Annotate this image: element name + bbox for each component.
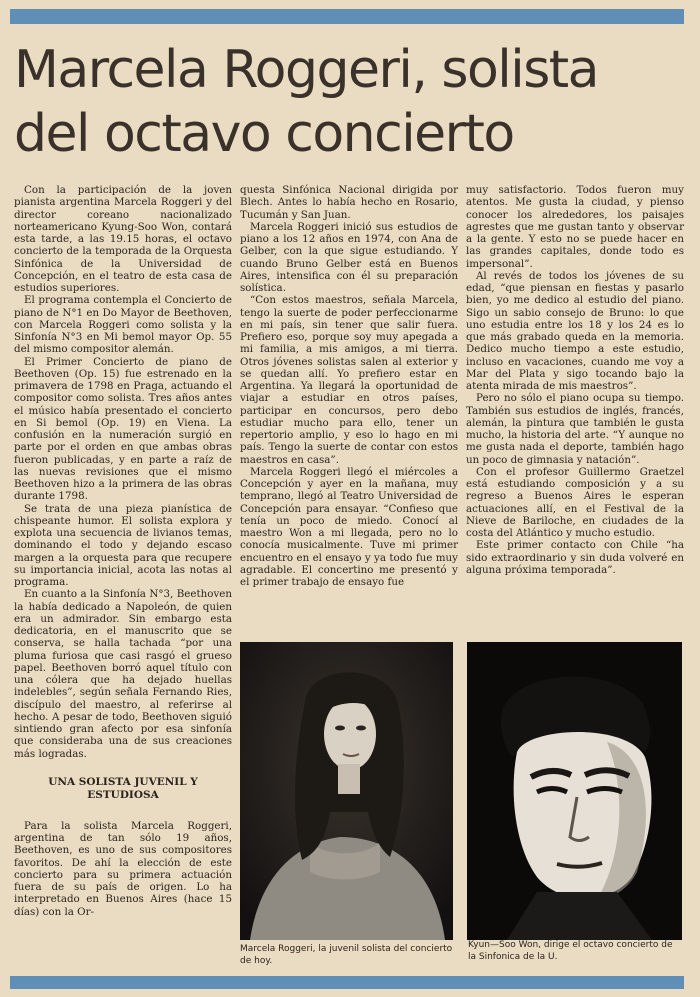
headline [14,38,684,166]
paragraph: Se trata de una pieza pianística de chispeante humor. El solista explora y explota una secuencia de livianos temas, dominando el todo y dejando escaso margen a la orquesta para que recupere su importancia inicial, acota las notas al programa. [14,502,232,588]
paragraph: Con el profesor Guillermo Graetzel está estudiando composición y a su regreso a Buenos Aires le esperan actuaciones allí, en el Festival de la Nieve de Bariloche, en ciudades de la costa del Atlántico y mucho estudio. [466,465,684,539]
article-column-3 [466,184,684,576]
paragraph: Para la solista Marcela Roggeri, argentina de tan sólo 19 años, Beethoven, es uno de sus compositores favoritos. De ahí la elección de este concierto para su primera actuación fuera de su país de origen. Lo ha interpretado en Buenos Aires (hace 15 días) con la Or- [14,819,232,918]
paragraph: Al revés de todos los jóvenes de su edad, “que piensan en fiestas y pasarlo bien, yo me dedico al estudio del piano. Sigo un sabio consejo de Bruno: lo que uno estudia entre los 18 y los 24 es lo que más grabado queda en la memoria. Dedico mucho tiempo a este estudio, incluso en vacaciones, cuando me voy a Mar del Plata y sigo tocando bajo la atenta mirada de mis maestros”. [466,269,684,392]
top-rule-bar [10,9,684,24]
paragraph: El programa contempla el Concierto de piano de N°1 en Do Mayor de Beethoven, con Marcela Roggeri como solista y la Sinfonía N°3 en Mi bemol mayor Op. 55 del mismo compositor alemán. [14,294,232,356]
photo-kyung-soo-won [467,642,682,940]
paragraph: Con la participación de la joven pianista argentina Marcela Roggeri y del director coreano nacionalizado norteamericano Kyung-Soo Won, contará esta tarde, a las 19.15 horas, el octavo concierto de la temporada de la Orquesta Sinfónica de la Universidad de Concepción, en el teatro de esta casa de estudios superiores. [14,184,232,294]
paragraph: El Primer Concierto de piano de Beethoven (Op. 15) fue estrenado en la primavera de 1798 en Praga, actuando el compositor como solista. Tres años antes el músico había presentado el concierto en Si bemol (Op. 19) en Viena. La confusión en la numeración surgió en parte por el orden en que ambas obras fueron publicadas, y en parte a raíz de las nuevas revisiones que el mismo Beethoven hizo a la primera de las obras durante 1798. [14,355,232,503]
paragraph: muy satisfactorio. Todos fueron muy atentos. Me gusta la ciudad, y pienso conocer los alrededores, los paisajes agrestes que me gustan tanto y observar a la gente. Y esto no se puede hacer en las grandes capitales, donde todo es impersonal”. [466,184,684,270]
section-subhead: UNA SOLISTA JUVENIL Y ESTUDIOSA [48,775,198,801]
paragraph: Este primer contacto con Chile “ha sido extraordinario y sin duda volveré en alguna próxima temporada”. [466,539,684,576]
bottom-rule-bar [10,976,684,989]
paragraph: En cuanto a la Sinfonía N°3, Beethoven la había dedicado a Napoleón, de quien era un admirador. Sin embargo esta dedicatoria, en el manuscrito que se conserva, se halla tachada “por una pluma furiosa que casi rasgó el grueso papel. Beethoven borró aquel título con una cólera que ha dejado huellas indelebles”, según señala Fernando Ries, discípulo del maestro, al referirse al hecho. A pesar de todo, Beethoven siguió sintiendo gran afecto por esa sinfonía que consideraba una de sus creaciones más logradas. [14,588,232,760]
paragraph: Pero no sólo el piano ocupa su tiempo. También sus estudios de inglés, francés, alemán, la pintura que también le gusta mucho, la historia del arte. “Y aunque no me gusta nada el deporte, también hago un poco de gimnasia y natación”. [466,392,684,466]
headline-line-2: del octavo concierto [14,104,514,164]
headline-line-1: Marcela Roggeri, solista [14,40,599,100]
paragraph: Marcela Roggeri inició sus estudios de piano a los 12 años en 1974, con Ana de Gelber, con la que sigue estudiando. Y cuando Bruno Gelber está en Buenos Aires, intensifica con él su preparación solística. [240,220,458,294]
photo-caption-won: Kyun—Soo Won, dirige el octavo concierto de la Sinfonica de la U. [468,940,673,962]
portrait-man-illustration [467,642,682,940]
paragraph: “Con estos maestros, señala Marcela, tengo la suerte de poder perfeccionarme en mi país, sin tener que salir fuera. Prefiero eso, porque soy muy apegada a mi familia, a mis amigos, a mi tierra. Otros jóvenes solistas salen al exterior y se quedan allí. Yo prefiero estar en Argentina. Ya llegará la oportunidad de viajar a estudiar en otros países, participar en concursos, pero debo estudiar mucho para ello, tener un repertorio amplio, y eso lo hago en mi país. Tengo la suerte de contar con estos maestros en casa”. [240,294,458,466]
photo-caption-marcela: Marcela Roggeri, la juvenil solista del concierto de hoy. [240,944,453,966]
photo-marcela-roggeri [240,642,453,940]
article-column-1 [14,184,232,918]
article-column-2 [240,184,458,588]
paragraph: questa Sinfónica Nacional dirigida por Blech. Antes lo había hecho en Rosario, Tucumán y San Juan. [240,184,458,221]
paragraph: Marcela Roggeri llegó el miércoles a Concepción y ayer en la mañana, muy temprano, llegó al Teatro Universidad de Concepción para ensayar. “Confieso que tenía un poco de miedo. Conocí al maestro Won a mi llegada, pero no lo conocía musicalmente. Tuve mi primer encuentro en el ensayo y ya todo fue muy agradable. El concertino me presentó y el primer trabajo de ensayo fue [240,465,458,588]
portrait-woman-illustration [240,642,453,940]
